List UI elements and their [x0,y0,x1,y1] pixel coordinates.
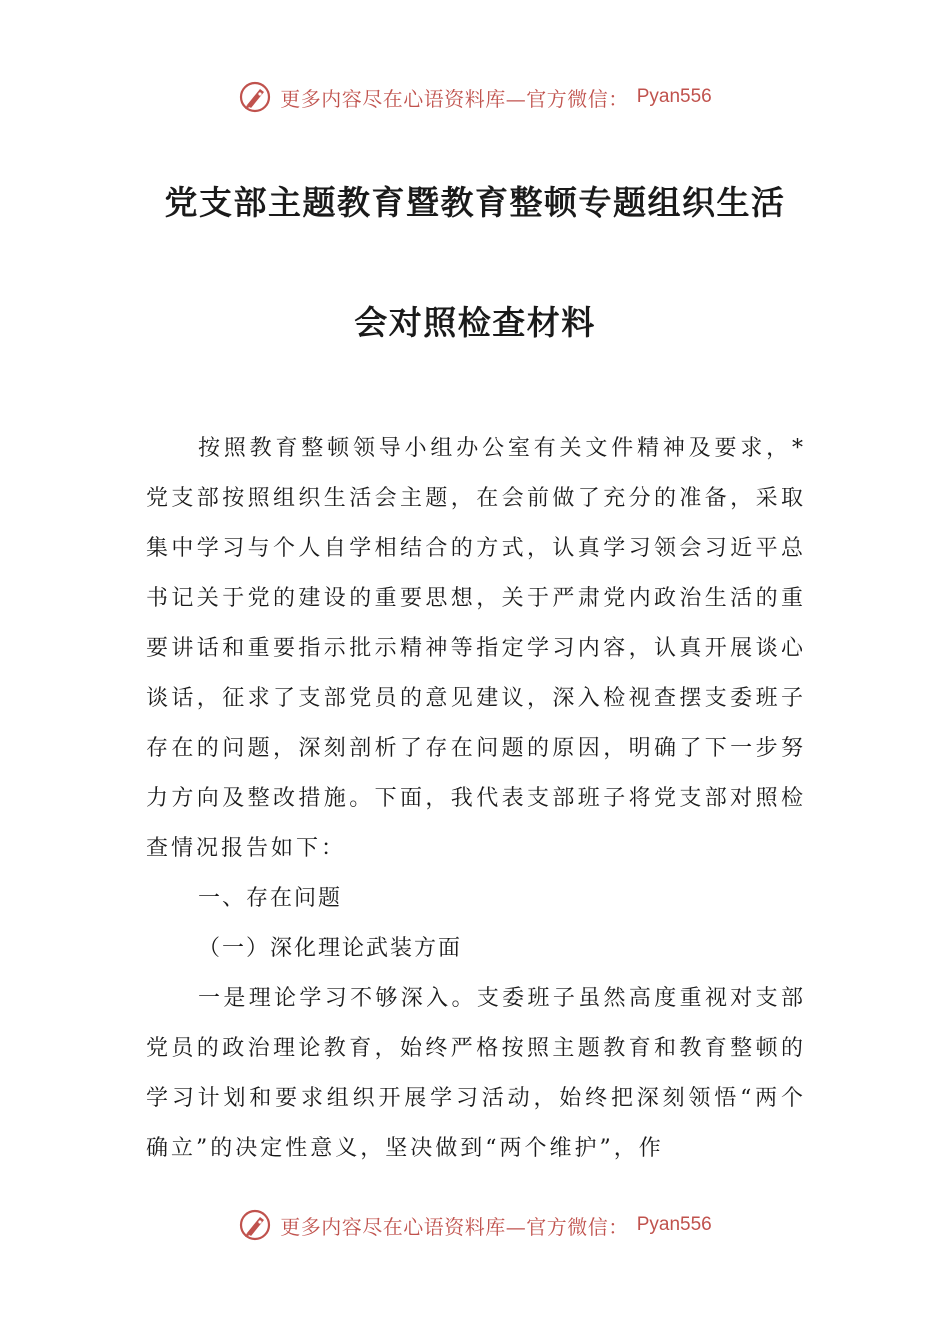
body-paragraph: 一是理论学习不够深入。支委班子虽然高度重视对支部党员的政治理论教育，始终严格按照主题教育和教育整顿的学习计划和要求组织开展学习活动，始终把深刻领悟“两个确立”的决定性意义，坚决做到“两个维护”，作 [146,986,806,1161]
document-title-line-1: 党支部主题教育暨教育整顿专题组织生活 [164,183,786,222]
section-heading: 一、存在问题 [198,886,343,911]
watermark-banner-bottom [0,1208,950,1242]
document-title-line-2: 会对照检查材料 [354,303,596,342]
watermark-handle: Pyan556 [636,1214,712,1235]
pen-nib-logo-icon [238,80,272,114]
watermark-text: 更多内容尽在心语资料库—官方微信： [280,86,629,111]
watermark-handle: Pyan556 [636,86,712,107]
watermark-text: 更多内容尽在心语资料库—官方微信： [280,1214,629,1239]
watermark-banner-top [0,80,950,114]
subsection-heading: （一）深化理论武装方面 [198,936,463,961]
intro-paragraph: 按照教育整顿领导小组办公室有关文件精神及要求，*党支部按照组织生活会主题，在会前做了充分的准备，采取集中学习与个人自学相结合的方式，认真学习领会习近平总书记关于党的建设的重要思想，关于严肃党内政治生活的重要讲话和重要指示批示精神等指定学习内容，认真开展谈心谈话，征求了支部党员的意见建议，深入检视查摆支委班子存在的问题，深刻剖析了存在问题的原因，明确了下一步努力方向及整改措施。下面，我代表支部班子将党支部对照检查情况报告如下： [146,436,806,861]
pen-nib-logo-icon [238,1208,272,1242]
